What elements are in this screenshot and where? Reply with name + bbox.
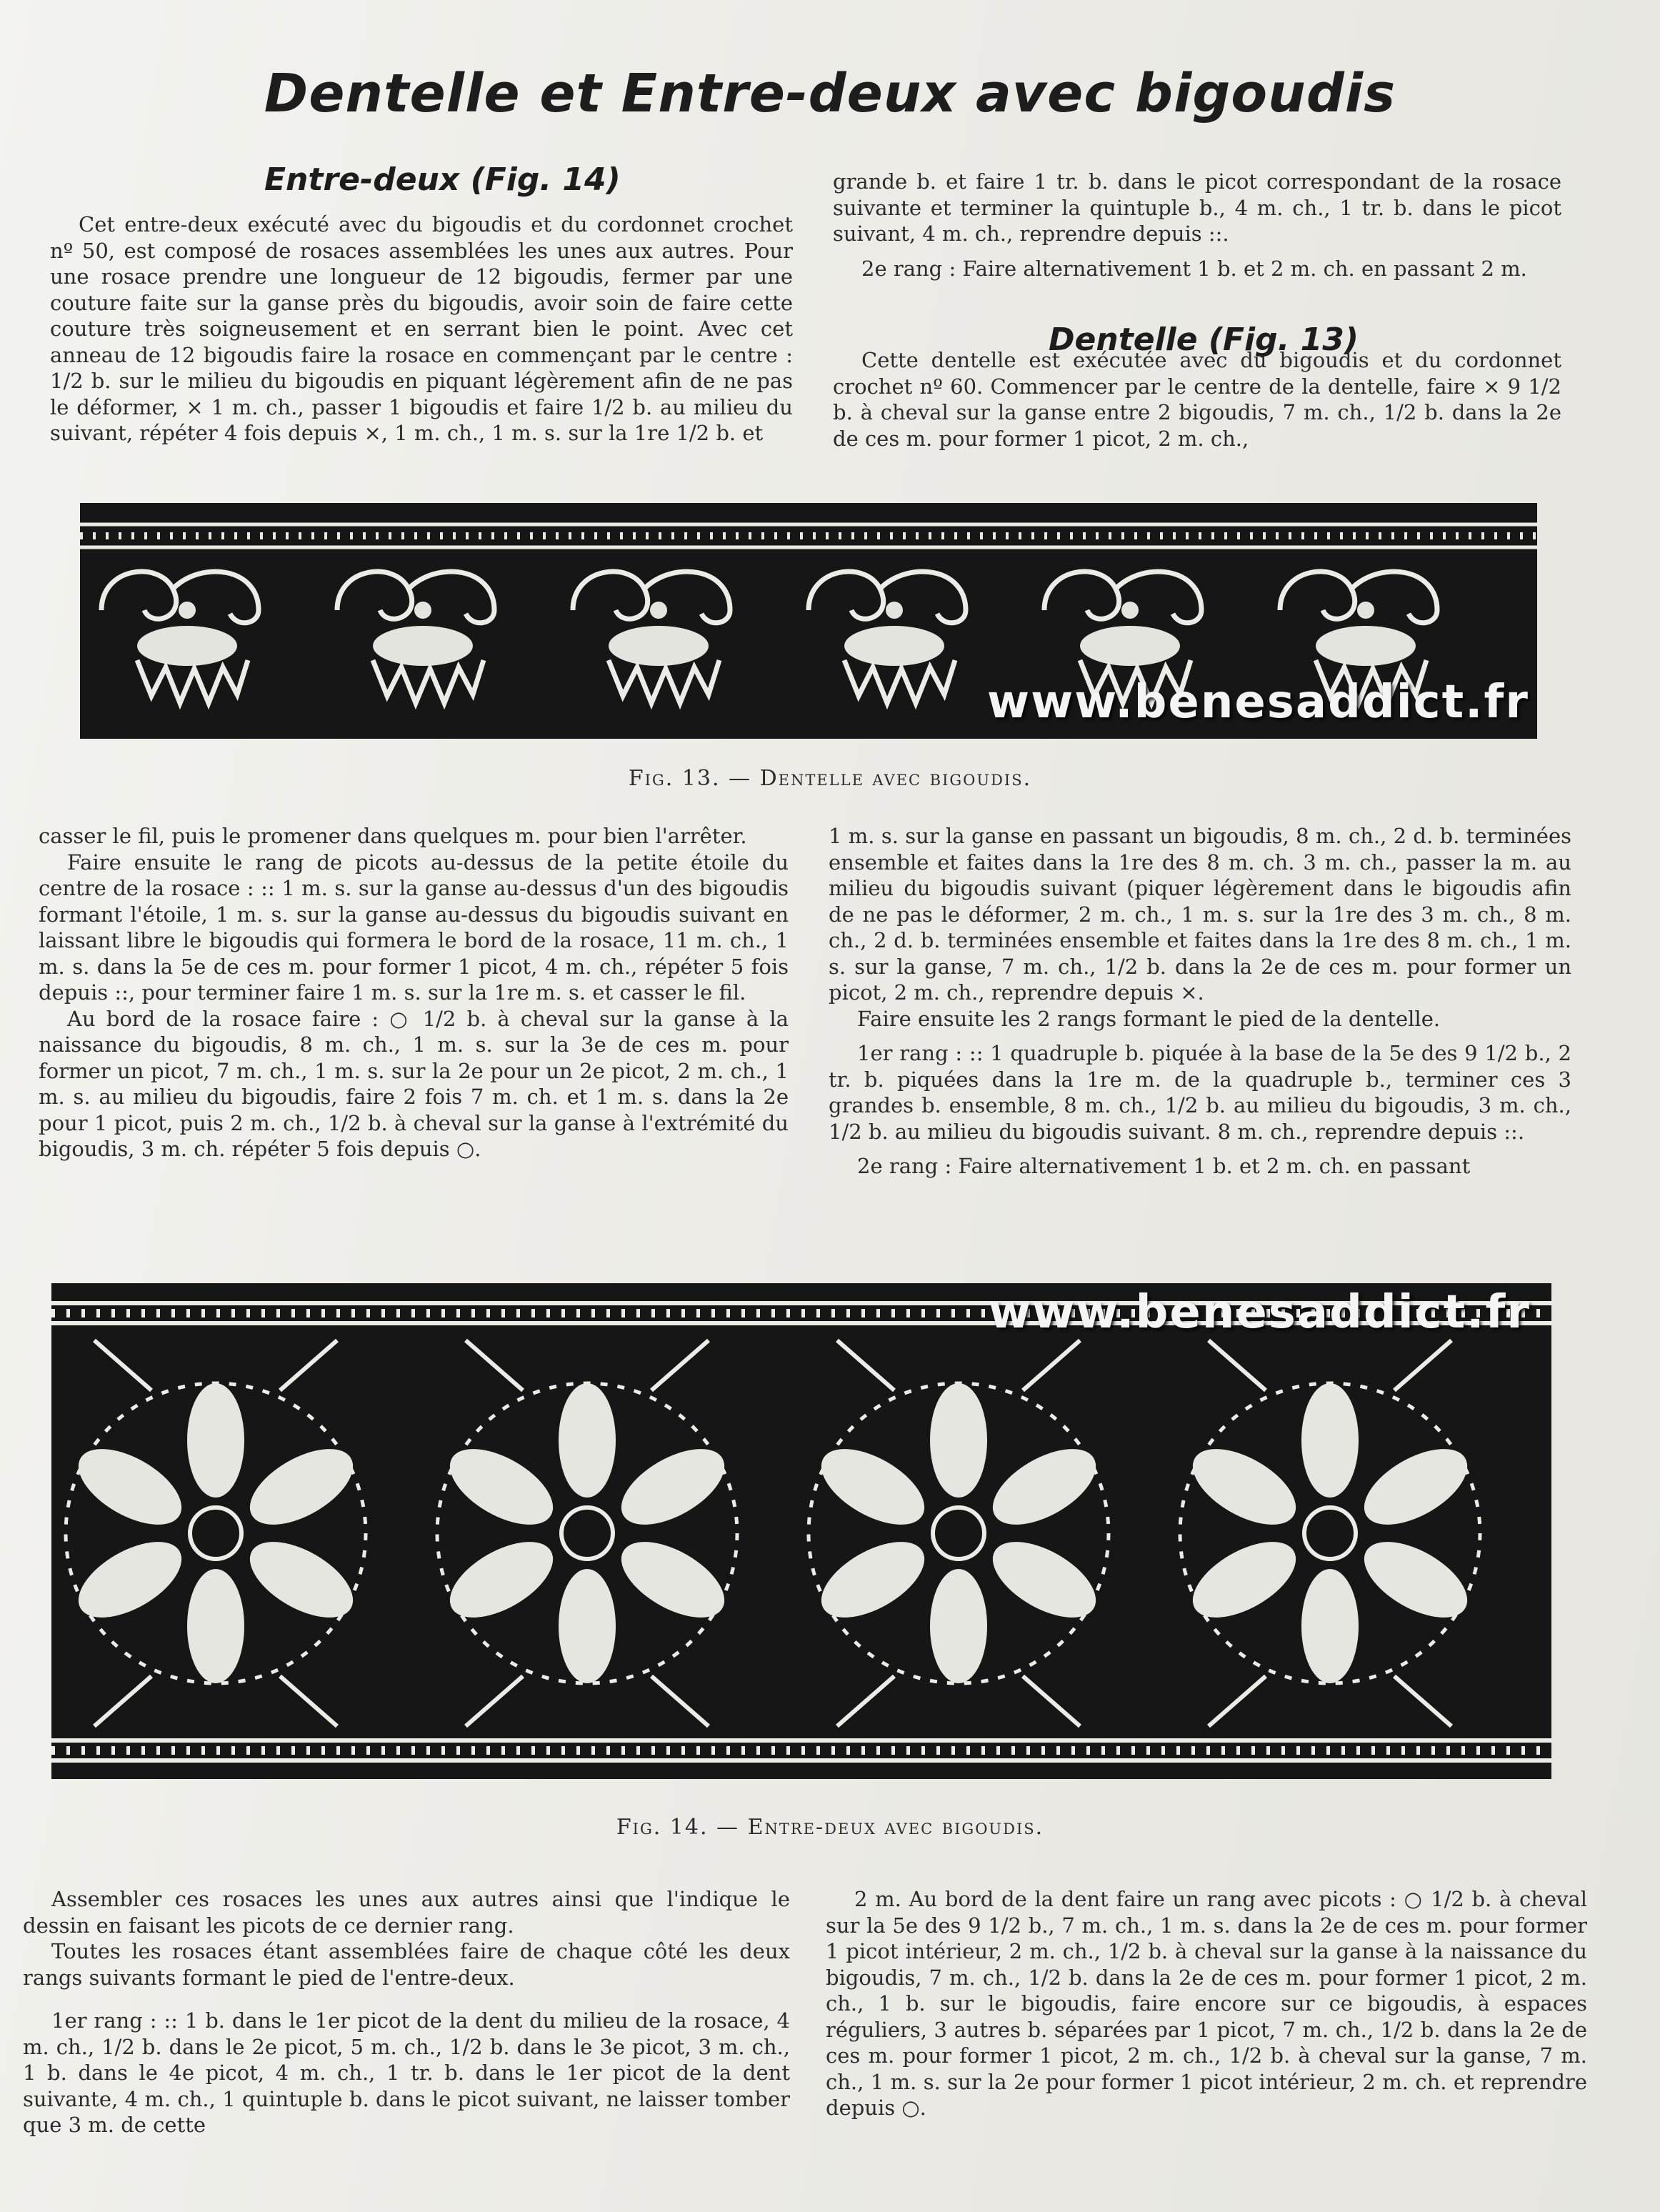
text-column-right-1 — [833, 169, 1561, 452]
paragraph: 1er rang : :: 1 quadruple b. piquée à la base de la 5e des 9 1/2 b., 2 tr. b. piquées dans la 1re m. de la quadruple b., terminer ces 3 grandes b. ensemble, 8 m. ch., 1/2 b. au milieu du bigoudis, 3 m. ch., 1/2 b. au milieu du bigoudis suivant. 8 m. ch., reprendre depuis ::. — [829, 1041, 1571, 1144]
paragraph: Cette dentelle est exécutée avec du bigoudis et du cordonnet crochet nº 60. Commencer par le centre de la dentelle, faire × 9 1/2 b. à cheval sur la ganse entre 2 bigoudis, 7 m. ch., 1/2 b. dans la 2e de ces m. pour former 1 picot, 2 m. ch., — [833, 348, 1561, 451]
text-column-right-2 — [829, 823, 1571, 1180]
text-column-left-2 — [39, 823, 789, 1162]
paragraph: Faire ensuite le rang de picots au-dessus de la petite étoile du centre de la rosace : :: 1 m. s. sur la ganse au-dessus d'un des bigoudis formant l'étoile, 1 m. s. sur la ganse au-dessus du bigoudis suivant en laissant libre le bigoudis qui formera le bord de la rosace, 11 m. ch., 1 m. s. dans la 5e de ces m. pour former 1 picot, 4 m. ch., répéter 5 fois depuis ::, pour terminer faire 1 m. s. sur la 1re m. s. et casser le fil. — [39, 850, 789, 1005]
page-title: Dentelle et Entre-deux avec bigoudis — [264, 63, 1396, 124]
text-column-left-1 — [50, 211, 793, 447]
caption-fig-14: Fig. 14. — Entre-deux avec bigoudis. — [616, 1815, 1044, 1840]
paragraph: Cet entre-deux exécuté avec du bigoudis et du cordonnet crochet nº 50, est composé de rosaces assemblées les unes aux autres. Pour une rosace prendre une longueur de 12 bigoudis, fermer par une couture faite sur la ganse près du bigoudis, avoir soin de faire cette couture très soigneusement et en serrant bien le point. Avec cet anneau de 12 bigoudis faire la rosace en commençant par le centre : 1/2 b. sur le milieu du bigoudis en piquant légèrement afin de ne pas le déformer, × 1 m. ch., passer 1 bigoudis et faire 1/2 b. au milieu du suivant, répéter 4 fois depuis ×, 1 m. ch., 1 m. s. sur la 1re 1/2 b. et — [50, 212, 793, 445]
text-column-left-3 — [23, 1886, 790, 2138]
paragraph: grande b. et faire 1 tr. b. dans le picot correspondant de la rosace suivante et terminer la quintuple b., 4 m. ch., 1 tr. b. dans le picot suivant, 4 m. ch., reprendre depuis ::. — [833, 169, 1561, 246]
watermark-1: www.benesaddict.fr — [987, 676, 1529, 729]
text-column-right-3 — [826, 1886, 1587, 2121]
paragraph: 2e rang : Faire alternativement 1 b. et 2 m. ch. en passant 2 m. — [861, 256, 1527, 281]
caption-fig-13: Fig. 13. — Dentelle avec bigoudis. — [628, 766, 1032, 791]
heading-dentelle: Dentelle (Fig. 13) — [1049, 322, 1359, 358]
paragraph: Faire ensuite les 2 rangs formant le pied de la dentelle. — [857, 1006, 1441, 1031]
paragraph: Assembler ces rosaces les unes aux autres ainsi que l'indique le dessin en faisant les picots de ce dernier rang. — [23, 1887, 790, 1938]
lace-insertion-illustration — [51, 1283, 1551, 1779]
paragraph: 2 m. Au bord de la dent faire un rang avec picots : ○ 1/2 b. à cheval sur la 5e des 9 1/2 b., 7 m. ch., 1 m. s. dans la 2e de ces m. pour former 1 picot intérieur, 2 m. ch., 1/2 b. à cheval sur la ganse à la naissance du bigoudis, 7 m. ch., 1/2 b. dans la 2e de ces m. pour former 1 picot, 2 m. ch., 1 b. sur le bigoudis, faire encore sur ce bigoudis, à espaces réguliers, 3 autres b. séparées par 1 picot, 7 m. ch., 1/2 b. dans la 2e de ces m. pour former 1 picot, 2 m. ch., 1/2 b. à cheval sur la ganse, 7 m. ch., 1 m. s. sur la 2e pour former 1 picot intérieur, 2 m. ch. et reprendre depuis ○. — [826, 1887, 1587, 2120]
paragraph: 2e rang : Faire alternativement 1 b. et 2 m. ch. en passant — [857, 1154, 1471, 1178]
figure-14-lace-photo — [51, 1283, 1551, 1779]
paragraph: 1 m. s. sur la ganse en passant un bigoudis, 8 m. ch., 2 d. b. terminées ensemble et faites dans la 1re des 8 m. ch. 3 m. ch., passer la m. au milieu du bigoudis suivant (piquer légèrement dans le bigoudis afin de ne pas le déformer, 2 m. ch., 1 m. s. sur la 1re des 3 m. ch., 8 m. ch., 2 d. b. terminées ensemble et faites dans la 1re des 8 m. ch., 1 m. s. sur la ganse, 7 m. ch., 1/2 b. dans la 2e de ces m. pour former un picot, 2 m. ch., reprendre depuis ×. — [829, 824, 1571, 1005]
paragraph: Toutes les rosaces étant assemblées faire de chaque côté les deux rangs suivants formant le pied de l'entre-deux. — [23, 1939, 790, 1990]
paragraph: 1er rang : :: 1 b. dans le 1er picot de la dent du milieu de la rosace, 4 m. ch., 1/2 b. dans le 2e picot, 5 m. ch., 1/2 b. dans le 3e picot, 3 m. ch., 1 b. dans le 4e picot, 4 m. ch., 1 tr. b. dans le 1er picot de la dent suivante, 4 m. ch., 1 quintuple b. dans le picot suivant, ne laisser tomber que 3 m. de cette — [23, 2008, 790, 2137]
heading-entre-deux: Entre-deux (Fig. 14) — [264, 161, 621, 198]
paragraph: Au bord de la rosace faire : ○ 1/2 b. à cheval sur la ganse à la naissance du bigoudis, 8 m. ch., 1 m. s. sur la 3e de ces m. pour former un picot, 7 m. ch., 1 m. s. sur la 2e pour un 2e picot, 2 m. ch., 1 m. s. au milieu du bigoudis, faire 2 fois 7 m. ch. et 1 m. s. dans la 2e pour 1 picot, puis 2 m. ch., 1/2 b. à cheval sur la ganse à l'extrémité du bigoudis, 3 m. ch. répéter 5 fois depuis ○. — [39, 1006, 789, 1161]
paragraph: casser le fil, puis le promener dans quelques m. pour bien l'arrêter. — [39, 824, 747, 848]
watermark-2: www.benesaddict.fr — [989, 1286, 1531, 1339]
